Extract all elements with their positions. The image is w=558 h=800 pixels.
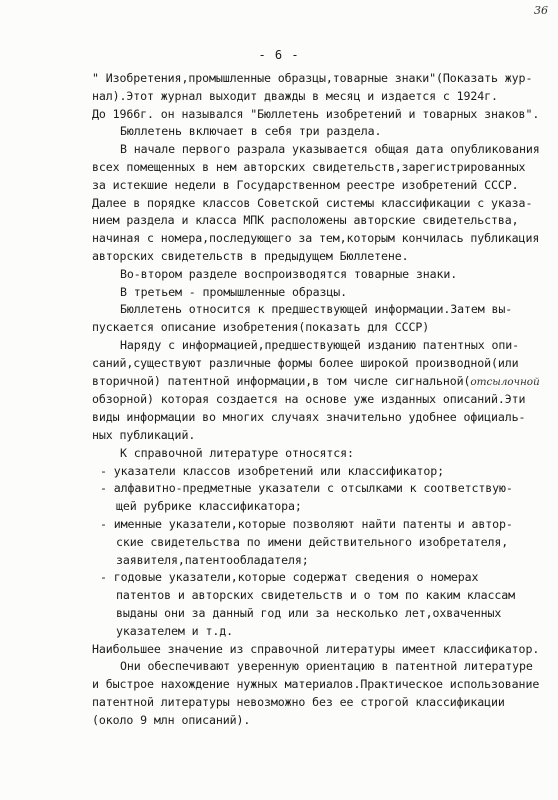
text-line: (около 9 млн описаний). — [92, 712, 251, 727]
list-item: - указатели классов изобретений или классификатор; — [100, 463, 445, 478]
list-item: - именные указатели,которые позволяют найти патенты и автор- — [100, 516, 513, 531]
body-text — [92, 70, 552, 729]
list-item-continuation: щей рубрике классификатора; — [116, 499, 302, 514]
text-line: патентной литературы невозможно без ее строгой классификации — [92, 694, 505, 709]
text-line: всех помещенных в нем авторских свидетельств,зарегистрированных — [92, 159, 526, 174]
text-line: за истекшие недели в Государственном реестре изобретений СССР. — [92, 177, 519, 192]
text-line: нал).Этот журнал выходит дважды в месяц и издается с 1924г. — [92, 88, 498, 103]
text-line: К справочной литературе относятся: — [120, 445, 354, 460]
text-line: Наряду с информацией,предшествующей изданию патентных опи- — [120, 337, 520, 352]
text-line: Далее в порядке классов Советской системы классификации с указа- — [92, 195, 533, 210]
text-line: Они обеспечивают уверенную ориентацию в патентной литературе — [120, 659, 533, 674]
text-line: Бюллетень относится к предшествующей информации.Затем вы- — [120, 302, 513, 317]
text-line: ных публикаций. — [92, 427, 196, 442]
text-line: Наибольшее значение из справочной литературы имеет классификатор. — [92, 641, 540, 656]
text-line: виды информации во многих случаях значительно удобнее официаль- — [92, 410, 526, 425]
list-item: - алфавитно-предметные указатели с отсылками к соответствую- — [100, 481, 513, 496]
text-line: Во-втором разделе воспроизводятся товарные знаки. — [120, 266, 458, 281]
text-line: начиная с номера,последующего за тем,которым кончилась публикация — [92, 231, 540, 246]
text-line: До 1966г. он назывался "Бюллетень изобретений и товарных знаков". — [92, 106, 540, 121]
text-line: авторских свидетельств в предыдущем Бюллетене. — [92, 248, 409, 263]
text-line: В начале первого разрала указывается общая дата опубликования — [120, 142, 540, 157]
handwritten-margin-note: отсылочной — [470, 375, 540, 388]
text-line: нием раздела и класса МПК расположены авторские свидетельства, — [92, 213, 519, 228]
text-line: Бюллетень включает в себя три раздела. — [120, 124, 382, 139]
text-line: " Изобретения,промышленные образцы,товарные знаки"(Показать жур- — [92, 71, 533, 85]
text-line: и быстрое нахождение нужных материалов.Практическое использование — [92, 677, 540, 692]
text-line: В третьем - промышленные образцы. — [120, 284, 348, 299]
text-line-with-note — [92, 373, 552, 392]
text-line: саний,существуют различные формы более широкой производной(или — [92, 355, 519, 370]
page-header: - 6 - — [258, 48, 300, 62]
text-line: пускается описание изобретения(показать для СССР) — [92, 320, 430, 335]
text-line: вторичной) патентной информации,в том числе сигнальной( — [92, 373, 471, 388]
text-line: обзорной) которая создается на основе уже изданных описаний.Эти — [92, 392, 526, 407]
list-item-continuation: заявителя,патентообладателя; — [116, 552, 309, 567]
list-item-continuation: патентов и авторских свидетельств и о том по каким классам — [116, 588, 516, 603]
list-item-continuation: ские свидетельства по имени действительного изобретателя, — [116, 534, 509, 549]
list-item: - годовые указатели,которые содержат сведения о номерах — [100, 570, 479, 585]
list-item-continuation: указателем и т.д. — [116, 623, 233, 638]
corner-page-number: 36 — [534, 4, 548, 17]
list-item-continuation: выданы они за данный год или за несколько лет,охваченных — [116, 605, 502, 620]
